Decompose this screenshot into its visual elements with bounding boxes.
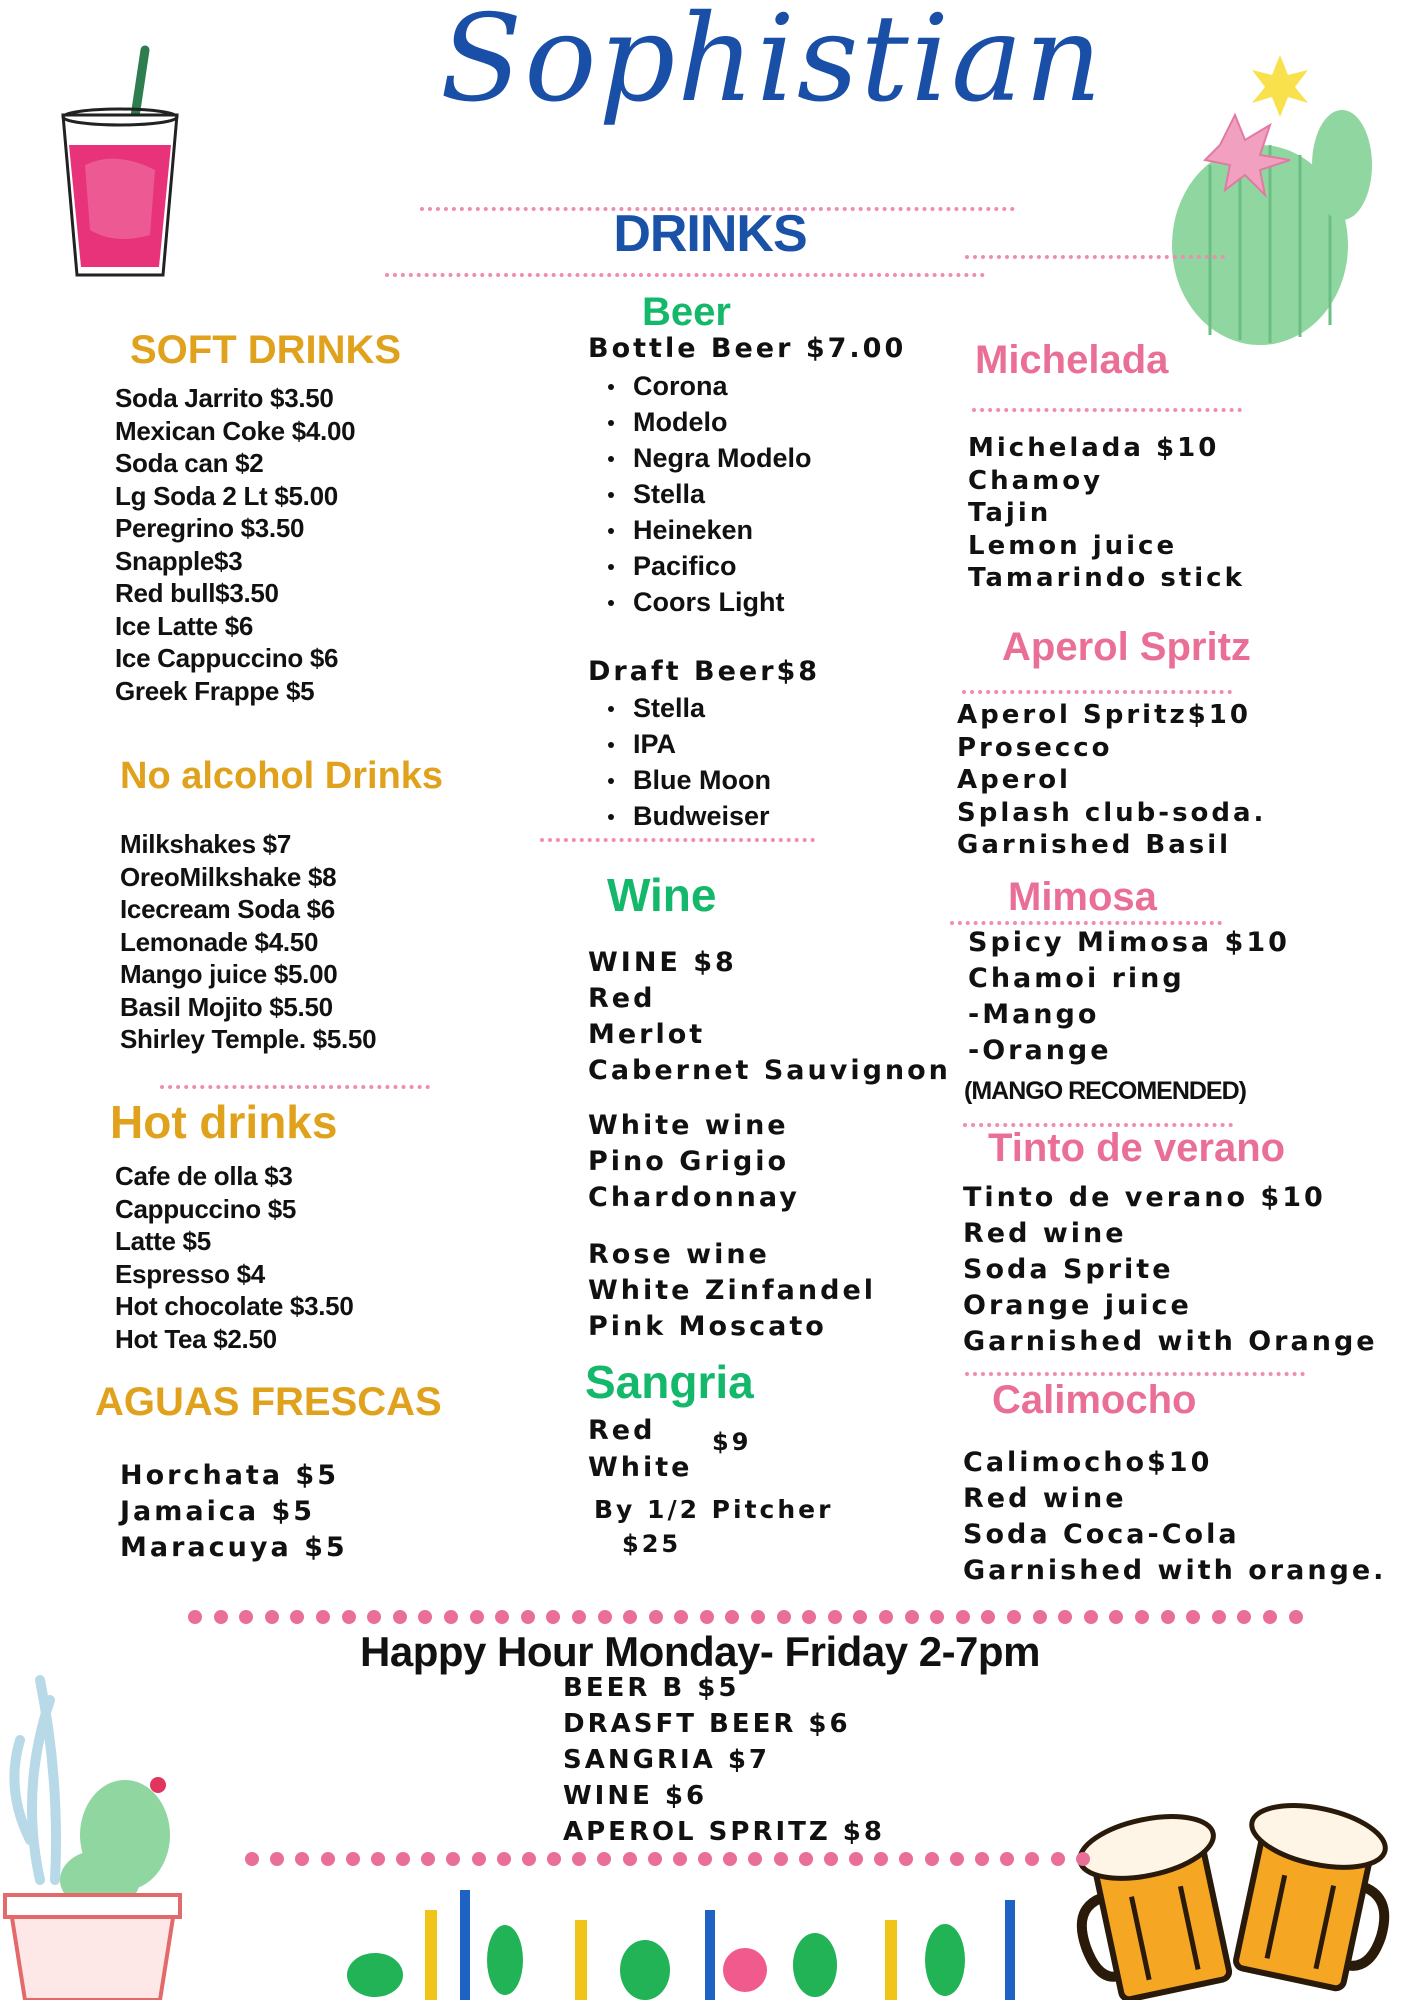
dot [1237, 1610, 1251, 1624]
tinto-item: Soda Sprite [963, 1254, 1174, 1285]
bottle-beer-list [588, 368, 812, 620]
dot [1007, 1610, 1021, 1624]
calimocho-title: Calimocho [992, 1378, 1197, 1422]
dot [930, 1610, 944, 1624]
dot [572, 1852, 586, 1866]
aguas-frescas-title: AGUAS FRESCAS [95, 1380, 442, 1424]
michelada-item: Chamoy [968, 465, 1104, 496]
tinto-item: Red wine [963, 1218, 1127, 1249]
dot [1289, 1610, 1303, 1624]
mimosa-title: Mimosa [1008, 875, 1157, 919]
dot [849, 1852, 863, 1866]
calimocho-item: Calimocho$10 [963, 1447, 1213, 1478]
wine-item: Rose wine [588, 1239, 770, 1270]
wine-item: Red [588, 983, 656, 1014]
dot [649, 1610, 663, 1624]
dot [777, 1610, 791, 1624]
divider-right-1 [972, 408, 1242, 412]
hot-drink-item: Hot chocolate $3.50 [115, 1291, 354, 1321]
divider-left-1 [160, 1085, 430, 1089]
divider-happy-bottom [245, 1852, 1090, 1866]
dot [342, 1610, 356, 1624]
dot [214, 1610, 228, 1624]
no-alcohol-list [120, 828, 376, 1056]
soft-drink-item: Snapple$3 [115, 545, 243, 576]
sangria-pitcher-price: $25 [622, 1530, 682, 1558]
mimosa-item: -Orange [968, 1035, 1112, 1066]
agua-fresca-item: Jamaica $5 [120, 1496, 316, 1527]
wine-item: White wine [588, 1110, 789, 1141]
draft-beer-item: Stella [588, 690, 771, 726]
dot [950, 1852, 964, 1866]
wine-list-2 [588, 1108, 800, 1216]
dot [899, 1852, 913, 1866]
dot [444, 1610, 458, 1624]
dot [751, 1610, 765, 1624]
dot [446, 1852, 460, 1866]
dot [290, 1610, 304, 1624]
bottle-beer-item: Heineken [588, 512, 812, 548]
tinto-title: Tinto de verano [988, 1126, 1286, 1170]
dot [371, 1852, 385, 1866]
soft-drinks-title: SOFT DRINKS [130, 328, 402, 372]
aperol-item: Garnished Basil [957, 830, 1232, 860]
mimosa-item: Spicy Mimosa $10 [968, 927, 1290, 958]
dot [270, 1852, 284, 1866]
draft-beer-item: Blue Moon [588, 762, 771, 798]
hot-drink-item: Latte $5 [115, 1226, 211, 1256]
hot-drink-item: Hot Tea $2.50 [115, 1323, 277, 1354]
no-alcohol-item: Shirley Temple. $5.50 [120, 1024, 377, 1054]
wine-item: Chardonnay [588, 1182, 800, 1213]
agua-fresca-item: Horchata $5 [120, 1460, 340, 1491]
wine-item: Pink Moscato [588, 1311, 827, 1342]
happy-hour-item: BEER B $5 [563, 1673, 740, 1703]
wine-item: Pino Grigio [588, 1146, 790, 1177]
beer-mugs-icon [1075, 1790, 1395, 2000]
sangria-red: Red [588, 1415, 656, 1446]
dot [1135, 1610, 1149, 1624]
dot [1109, 1610, 1123, 1624]
bottle-beer-item: Coors Light [588, 584, 812, 620]
no-alcohol-item: Icecream Soda $6 [120, 894, 335, 924]
soft-drink-item: Peregrino $3.50 [115, 513, 305, 543]
michelada-list [968, 432, 1245, 595]
aperol-title: Aperol Spritz [1002, 625, 1251, 669]
dot [1186, 1610, 1200, 1624]
mimosa-item: -Mango [968, 999, 1100, 1030]
wine-title: Wine [607, 869, 717, 921]
bottle-beer-item: Pacifico [588, 548, 812, 584]
soft-drink-item: Mexican Coke $4.00 [115, 415, 356, 446]
dot [239, 1610, 253, 1624]
aguas-frescas-list [120, 1458, 348, 1566]
dot [975, 1852, 989, 1866]
dot [572, 1610, 586, 1624]
dot [623, 1610, 637, 1624]
wine-list-1 [588, 945, 951, 1089]
bottle-beer-item: Negra Modelo [588, 440, 812, 476]
dot [623, 1852, 637, 1866]
aperol-item: Aperol Spritz$10 [957, 700, 1251, 730]
dot [321, 1852, 335, 1866]
beer-title: Beer [642, 290, 731, 334]
no-alcohol-item: Lemonade $4.50 [120, 926, 319, 957]
mimosa-item: Chamoi ring [968, 963, 1185, 994]
wine-item: Cabernet Sauvignon [588, 1055, 951, 1086]
sangria-white: White [588, 1452, 693, 1483]
soft-drink-item: Soda Jarrito $3.50 [115, 383, 334, 413]
happy-hour-list [563, 1670, 885, 1850]
hot-drinks-list [115, 1160, 354, 1355]
divider-top-3 [965, 255, 1225, 259]
draft-beer-item: IPA [588, 726, 771, 762]
dot [700, 1610, 714, 1624]
draft-beer-item: Budweiser [588, 798, 771, 834]
dot [295, 1852, 309, 1866]
wine-item: White Zinfandel [588, 1275, 877, 1306]
dot [346, 1852, 360, 1866]
soft-drink-item: Soda can $2 [115, 448, 264, 478]
dot [1076, 1852, 1090, 1866]
michelada-item: Michelada $10 [968, 433, 1220, 463]
calimocho-item: Soda Coca-Cola [963, 1519, 1240, 1550]
dot [956, 1610, 970, 1624]
happy-hour-item: DRASFT BEER $6 [563, 1709, 851, 1739]
michelada-item: Tajin [968, 498, 1052, 528]
happy-hour-item: SANGRIA $7 [563, 1745, 770, 1775]
happy-hour-item: APEROL SPRITZ $8 [563, 1817, 885, 1847]
calimocho-item: Red wine [963, 1483, 1127, 1514]
aperol-item: Splash club-soda. [957, 797, 1267, 828]
dot [418, 1610, 432, 1624]
brand-title: Sophistian [440, 0, 1104, 129]
dot [981, 1610, 995, 1624]
soft-drinks-list [115, 382, 355, 707]
dot [396, 1852, 410, 1866]
sangria-price: $9 [712, 1428, 752, 1456]
draft-beer-label: Draft Beer$8 [588, 656, 821, 687]
dot [1058, 1610, 1072, 1624]
dot [472, 1852, 486, 1866]
hot-drink-item: Cappuccino $5 [115, 1193, 297, 1224]
potted-cactus-icon [0, 1640, 200, 2000]
dot [1212, 1610, 1226, 1624]
calimocho-item: Garnished with orange. [963, 1555, 1387, 1586]
michelada-title: Michelada [975, 338, 1169, 382]
mimosa-list [968, 925, 1290, 1069]
divider-top-2 [385, 273, 985, 277]
dot [188, 1610, 202, 1624]
dot [245, 1852, 259, 1866]
dot [824, 1852, 838, 1866]
sangria-title: Sangria [585, 1356, 754, 1408]
no-alcohol-item: Basil Mojito $5.50 [120, 991, 333, 1022]
dot [598, 1610, 612, 1624]
bottle-beer-item: Modelo [588, 404, 812, 440]
tinto-item: Garnished with Orange [963, 1326, 1378, 1357]
happy-hour-item: WINE $6 [563, 1781, 708, 1811]
divider-right-5 [965, 1372, 1305, 1376]
dot [648, 1852, 662, 1866]
no-alcohol-item: Mango juice $5.00 [120, 959, 338, 989]
wine-item: Merlot [588, 1019, 706, 1050]
soft-drink-item: Ice Latte $6 [115, 610, 254, 641]
dot [1084, 1610, 1098, 1624]
dot [802, 1610, 816, 1624]
dot [546, 1610, 560, 1624]
bottle-beer-label: Bottle Beer $7.00 [588, 333, 907, 364]
soft-drink-item: Red bull$3.50 [115, 578, 279, 608]
soft-drink-item: Ice Cappuccino $6 [115, 643, 339, 673]
tinto-item: Orange juice [963, 1290, 1192, 1321]
dot [470, 1610, 484, 1624]
michelada-item: Tamarindo stick [968, 563, 1245, 593]
dot [421, 1852, 435, 1866]
dot [1000, 1852, 1014, 1866]
hot-drinks-title: Hot drinks [110, 1096, 338, 1148]
hot-drink-item: Cafe de olla $3 [115, 1161, 293, 1191]
soft-drink-item: Lg Soda 2 Lt $5.00 [115, 480, 338, 511]
pink-drink-icon [55, 45, 185, 285]
dot [698, 1852, 712, 1866]
dot [874, 1852, 888, 1866]
tinto-item: Tinto de verano $10 [963, 1182, 1326, 1213]
divider-right-2 [962, 690, 1232, 694]
divider-happy-top [188, 1610, 1303, 1624]
soft-drink-item: Greek Frappe $5 [115, 675, 315, 706]
sangria-pitcher-label: By 1/2 Pitcher [594, 1495, 834, 1524]
no-alcohol-item: OreoMilkshake $8 [120, 861, 337, 892]
dot [1263, 1610, 1277, 1624]
happy-hour-title: Happy Hour Monday- Friday 2-7pm [360, 1628, 1040, 1675]
no-alcohol-item: Milkshakes $7 [120, 829, 291, 859]
aperol-list [957, 699, 1266, 862]
dot [879, 1610, 893, 1624]
dot [725, 1610, 739, 1624]
dot [674, 1610, 688, 1624]
dot [673, 1852, 687, 1866]
aperol-item: Prosecco [957, 732, 1113, 763]
no-alcohol-title: No alcohol Drinks [120, 755, 444, 797]
bottle-beer-item: Stella [588, 476, 812, 512]
dot [597, 1852, 611, 1866]
draft-beer-list [588, 690, 771, 834]
dot [774, 1852, 788, 1866]
dot [316, 1610, 330, 1624]
dot [367, 1610, 381, 1624]
cactus-border-icon [345, 1880, 1065, 2000]
dot [1033, 1610, 1047, 1624]
hot-drink-item: Espresso $4 [115, 1258, 265, 1289]
dot [495, 1610, 509, 1624]
calimocho-list [963, 1445, 1386, 1589]
dot [521, 1610, 535, 1624]
divider-mid-1 [540, 838, 815, 842]
michelada-item: Lemon juice [968, 530, 1178, 561]
mimosa-note: (MANGO RECOMENDED) [964, 1077, 1246, 1105]
dot [723, 1852, 737, 1866]
dot [522, 1852, 536, 1866]
aperol-item: Aperol [957, 765, 1071, 795]
dot [925, 1852, 939, 1866]
wine-list-3 [588, 1237, 876, 1345]
dot [828, 1610, 842, 1624]
dot [497, 1852, 511, 1866]
dot [1161, 1610, 1175, 1624]
agua-fresca-item: Maracuya $5 [120, 1532, 348, 1563]
tinto-list [963, 1180, 1378, 1360]
dot [547, 1852, 561, 1866]
dot [1051, 1852, 1065, 1866]
dot [799, 1852, 813, 1866]
bottle-beer-item: Corona [588, 368, 812, 404]
wine-item: WINE $8 [588, 947, 737, 978]
dot [393, 1610, 407, 1624]
cactus-top-right-icon [1150, 45, 1385, 345]
dot [853, 1610, 867, 1624]
dot [748, 1852, 762, 1866]
page-subtitle: DRINKS [613, 205, 807, 263]
dot [905, 1610, 919, 1624]
dot [1025, 1852, 1039, 1866]
dot [265, 1610, 279, 1624]
